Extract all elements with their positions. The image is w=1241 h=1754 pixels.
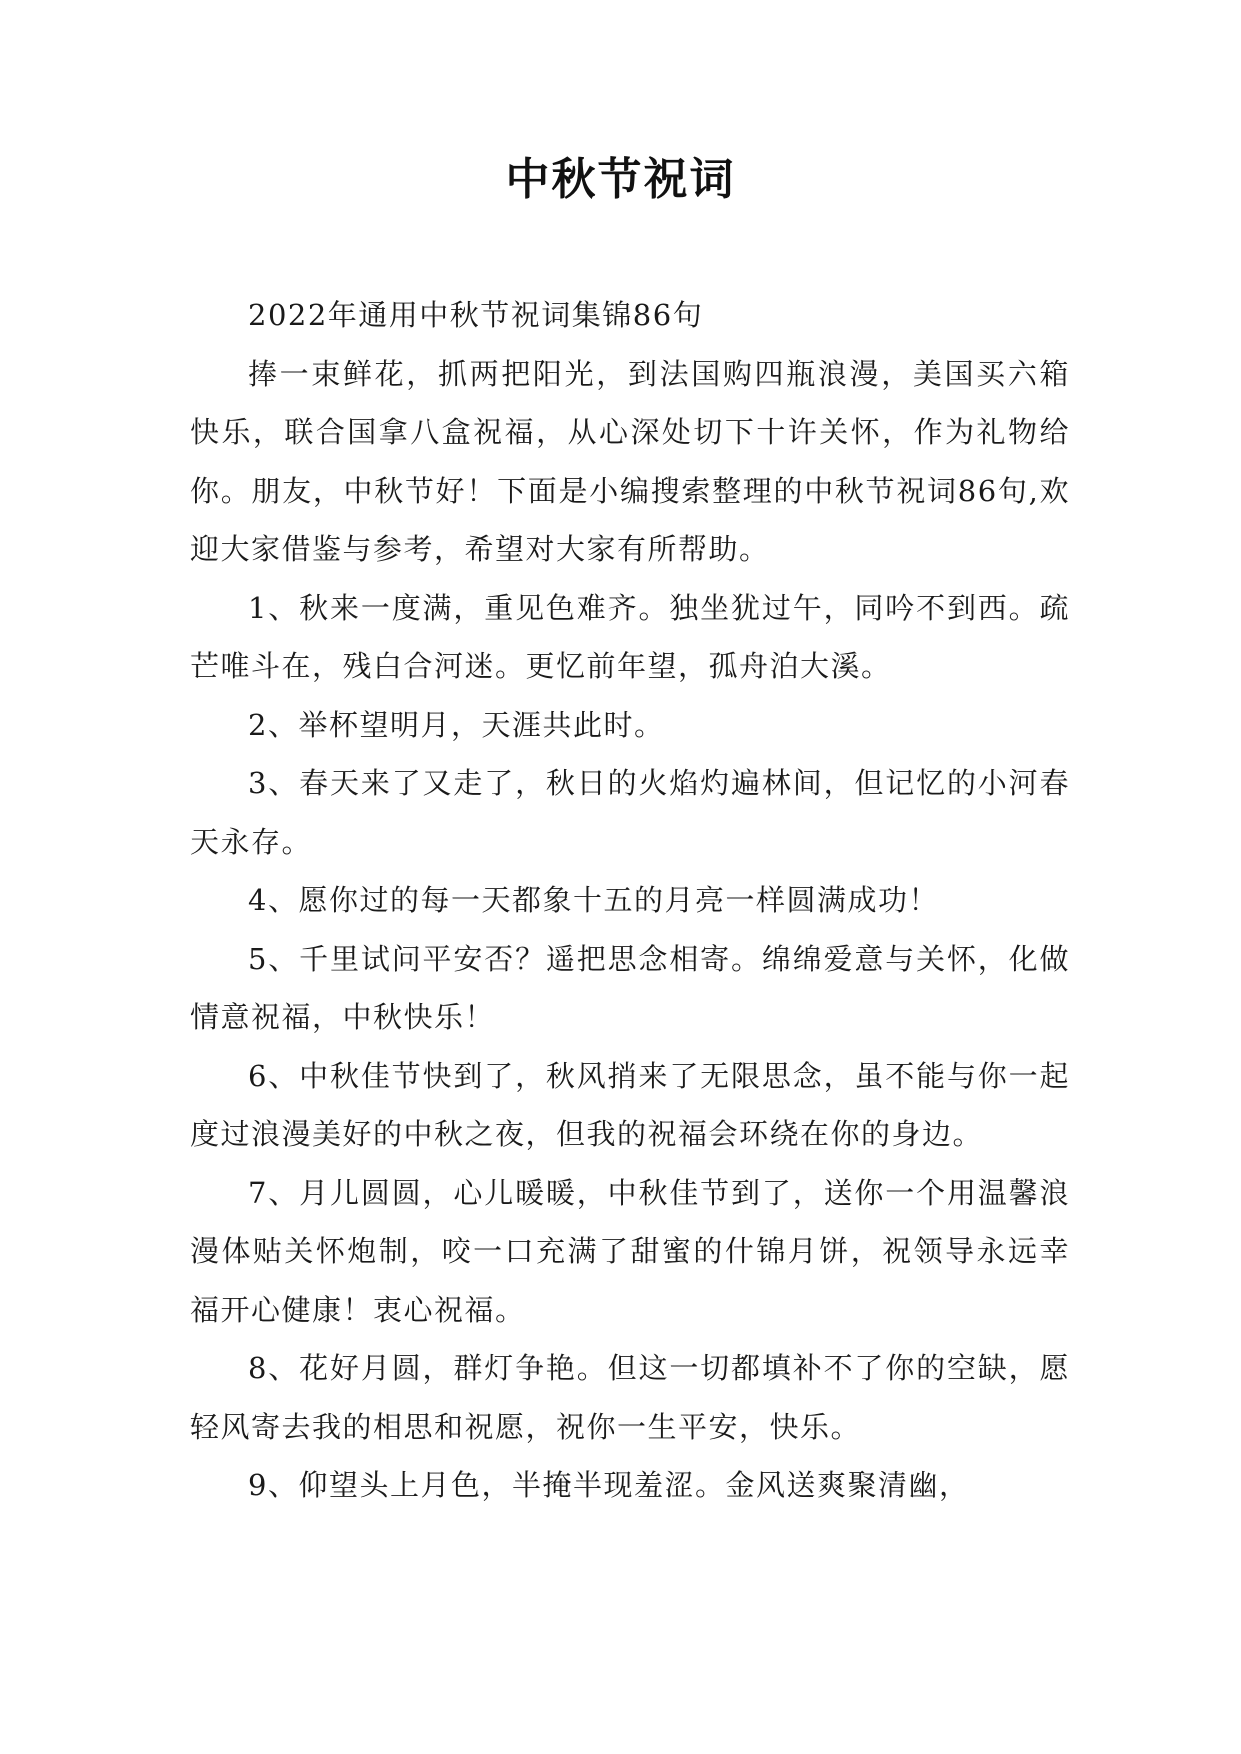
- paragraph-item-1: 1、秋来一度满，重见色难齐。独坐犹过午，同吟不到西。疏芒唯斗在，残白合河迷。更忆前年望，孤舟泊大溪。: [190, 590, 1070, 683]
- paragraph-subtitle: 2022年通用中秋节祝词集锦86句: [248, 298, 704, 332]
- paragraph-item-4: 4、愿你过的每一天都象十五的月亮一样圆满成功！: [248, 883, 939, 917]
- paragraph-item-7: 7、月儿圆圆，心儿暖暖，中秋佳节到了，送你一个用温馨浪漫体贴关怀炮制，咬一口充满了甜蜜的什锦月饼，祝领导永远幸福开心健康！衷心祝福。: [190, 1175, 1070, 1327]
- paragraph-item-5: 5、千里试问平安否？遥把思念相寄。绵绵爱意与关怀，化做情意祝福，中秋快乐！: [190, 941, 1070, 1034]
- paragraph-item-9: 9、仰望头上月色，半掩半现羞涩。金风送爽聚清幽，: [248, 1468, 970, 1502]
- paragraph-item-6: 6、中秋佳节快到了，秋风捎来了无限思念，虽不能与你一起度过浪漫美好的中秋之夜，但我的祝福会环绕在你的身边。: [190, 1058, 1070, 1151]
- paragraph-item-2: 2、举杯望明月，天涯共此时。: [248, 707, 665, 742]
- paragraph-item-8: 8、花好月圆，群灯争艳。但这一切都填补不了你的空缺，愿轻风寄去我的相思和祝愿，祝你一生平安，快乐。: [190, 1351, 1070, 1444]
- paragraph-item-3: 3、春天来了又走了，秋日的火焰灼遍林间，但记忆的小河春天永存。: [190, 766, 1070, 859]
- paragraph-intro: 捧一束鲜花，抓两把阳光，到法国购四瓶浪漫，美国买六箱快乐，联合国拿八盒祝福，从心深处切下十许关怀，作为礼物给你。朋友，中秋节好！下面是小编搜索整理的中秋节祝词86句,欢迎大家借鉴与参考，希望对大家有所帮助。: [190, 356, 1070, 566]
- document-body: [190, 286, 1070, 1515]
- document-title: 中秋节祝词: [505, 154, 736, 205]
